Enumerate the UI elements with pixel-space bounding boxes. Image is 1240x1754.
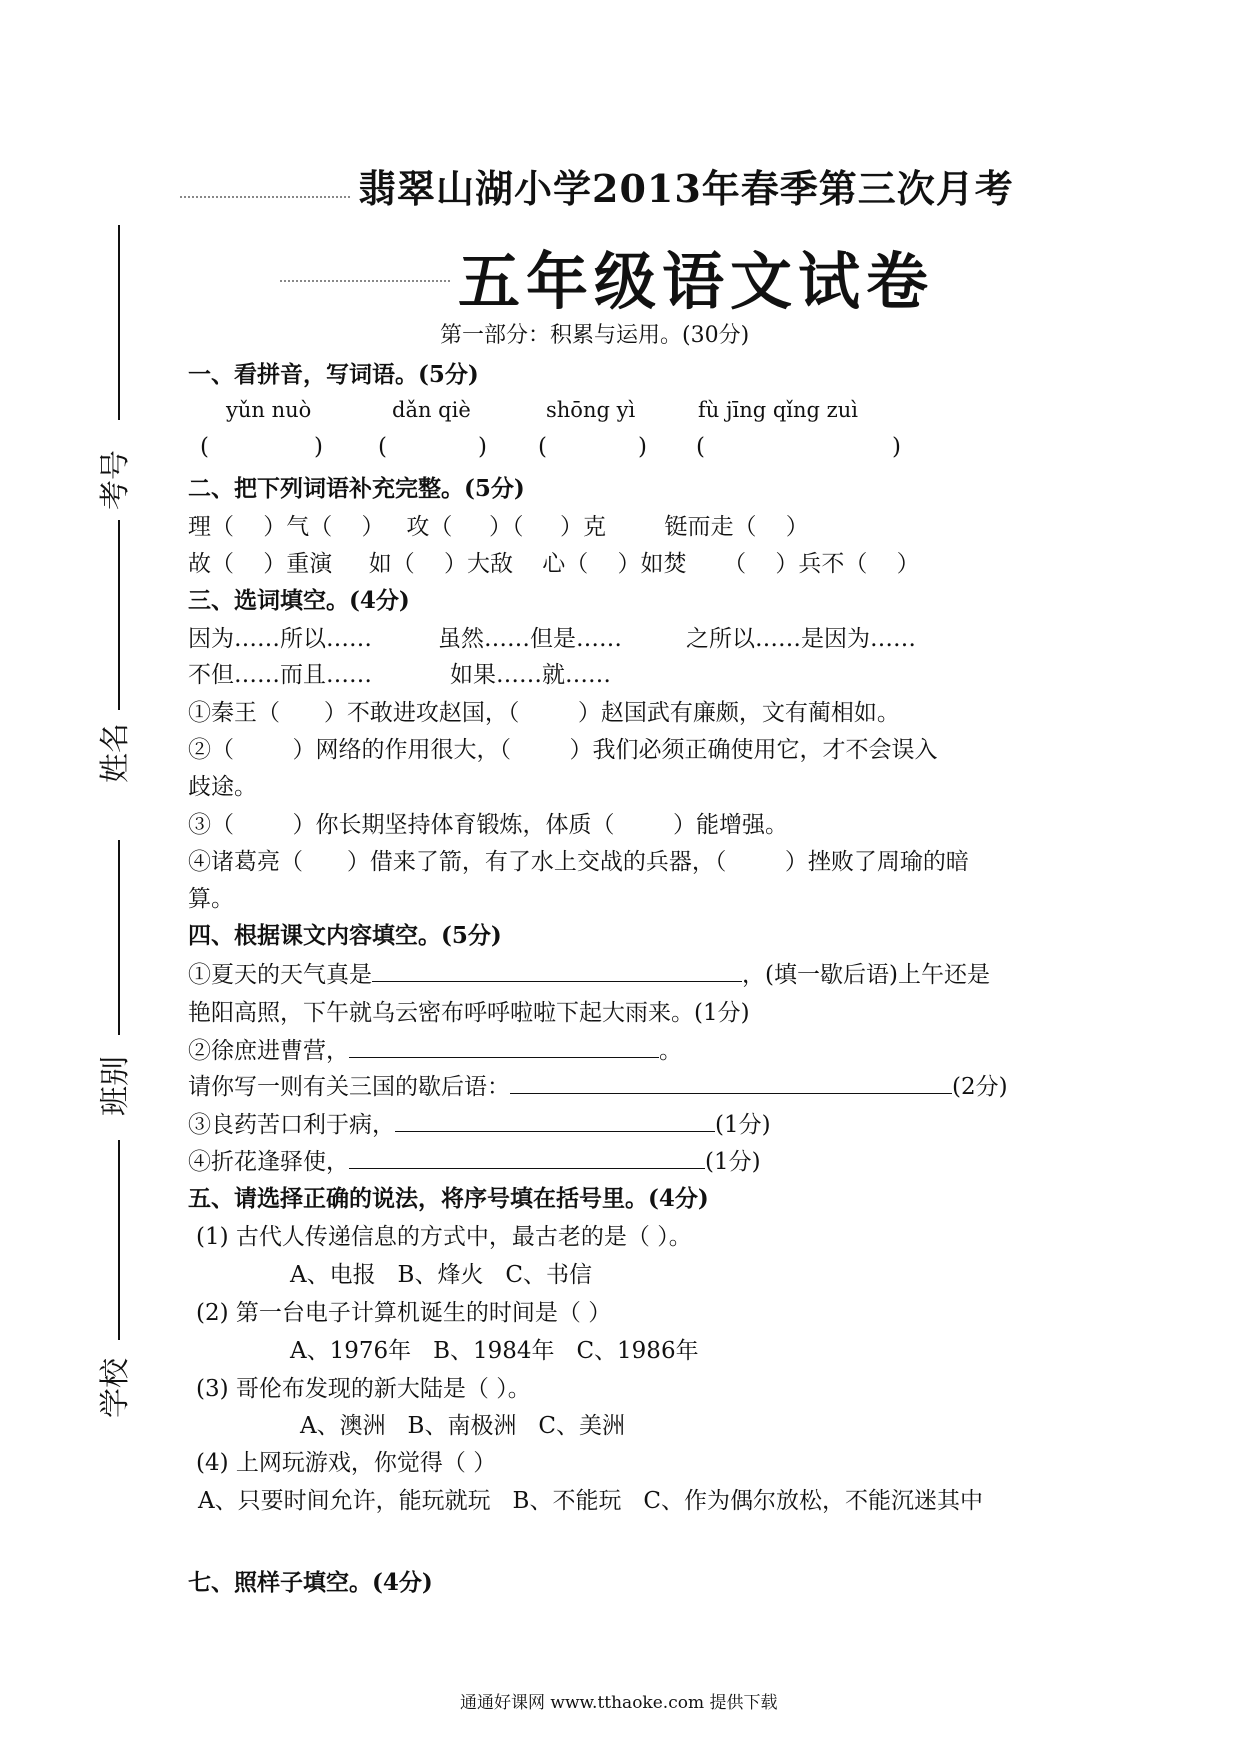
choice-question-3: (3) 哥伦布发现的新大陆是（ ）。 [196,1376,531,1402]
side-label-school: 学校 [98,1358,133,1418]
dotted-guide-line [280,280,450,282]
proverb-line-3 [188,1068,1008,1101]
part-heading: 第一部分：积累与运用。(30分) [440,323,750,348]
proverb-2-end: 。 [659,1038,682,1064]
choice-options-2: A、1976年 B、1984年 C、1986年 [290,1338,699,1364]
conjunction-option: 虽然……但是…… [438,626,622,652]
answer-blank[interactable] [349,1146,705,1169]
fill-sentence-1: ①秦王（ ）不敢进攻赵国，（ ）赵国武有廉颇，文有蔺相如。 [188,700,900,726]
conjunction-option: 因为……所以…… [188,626,372,652]
fill-sentence-2: ②（ ）网络的作用很大，（ ）我们必须正确使用它，才不会误入 [188,737,938,763]
exam-title: 五年级语文试卷 [458,245,935,318]
pinyin-3: shōng yì [546,398,636,422]
idiom-row-2: 故（ ）重演 如（ ）大敌 心（ ）如焚 （ ）兵不（ ） [188,551,920,577]
proverb-line-1-cont: 艳阳高照，下午就乌云密布呼呼啦啦下起大雨来。(1分) [188,1000,750,1026]
section-3-heading: 三、选词填空。(4分) [188,587,410,614]
footer-credit: 通通好课网 www.tthaoke.com 提供下载 [460,1693,778,1713]
fill-sentence-3: ③（ ）你长期坚持体育锻炼，体质（ ）能增强。 [188,812,788,838]
dotted-guide-line [180,196,350,198]
section-1-heading: 一、看拼音，写词语。(5分) [188,361,479,388]
choice-question-4: (4) 上网玩游戏，你觉得（ ） [196,1450,497,1476]
answer-bracket: ) [638,434,647,460]
answer-bracket: ) [314,434,323,460]
side-underline-exam-number [118,225,120,420]
answer-blank[interactable] [372,959,742,982]
proverb-5-end: (1分) [705,1149,761,1175]
conjunction-option: 不但……而且…… [188,662,372,688]
answer-bracket: ) [478,434,487,460]
answer-blank[interactable] [349,1035,659,1058]
conjunction-option: 之所以……是因为…… [686,626,916,652]
answer-blank[interactable] [510,1071,952,1094]
section-7-heading: 七、照样子填空。(4分) [188,1569,433,1596]
fill-sentence-2-cont: 歧途。 [188,774,257,800]
side-underline-class [118,840,120,1035]
answer-bracket: ( [378,434,387,460]
proverb-1-end: ，(填一歇后语)上午还是 [742,962,990,988]
proverb-5-start: ④折花逢驿使， [188,1149,349,1175]
conjunction-option: 如果……就…… [450,662,611,688]
proverb-line-2 [188,1032,682,1065]
choice-options-1: A、电报 B、烽火 C、书信 [290,1262,592,1288]
answer-bracket: ( [200,434,209,460]
proverb-1-start: ①夏天的天气真是 [188,962,372,988]
proverb-line-1 [188,956,990,989]
choice-options-4: A、只要时间允许，能玩就玩 B、不能玩 C、作为偶尔放松，不能沉迷其中 [198,1488,983,1514]
answer-bracket: ) [892,434,901,460]
side-underline-school [118,1140,120,1340]
pinyin-1: yǔn nuò [226,398,312,422]
answer-bracket: ( [538,434,547,460]
choice-question-1: (1) 古代人传递信息的方式中，最古老的是（ ）。 [196,1224,692,1250]
idiom-row-1: 理（ ）气（ ） 攻（ ）（ ）克 铤而走（ ） [188,514,809,540]
side-label-exam-number: 考号 [98,450,133,510]
fill-sentence-4-cont: 算。 [188,886,234,912]
pinyin-4: fù jīng qǐng zuì [698,398,858,422]
section-5-heading: 五、请选择正确的说法，将序号填在括号里。(4分) [188,1185,709,1212]
proverb-4-start: ③良药苦口利于病， [188,1112,395,1138]
pinyin-2: dǎn qiè [392,398,471,422]
proverb-2-start: ②徐庶进曹营， [188,1038,349,1064]
proverb-line-4 [188,1106,771,1139]
proverb-4-end: (1分) [715,1112,771,1138]
proverb-3-start: 请你写一则有关三国的歇后语： [188,1074,510,1100]
section-2-heading: 二、把下列词语补充完整。(5分) [188,475,525,502]
side-label-name: 姓名 [98,723,133,783]
choice-options-3: A、澳洲 B、南极洲 C、美洲 [300,1413,625,1439]
school-title: 翡翠山湖小学2013年春季第三次月考 [358,166,1014,211]
side-label-class: 班别 [98,1056,133,1116]
proverb-line-5 [188,1143,761,1176]
choice-question-2: (2) 第一台电子计算机诞生的时间是（ ） [196,1300,612,1326]
section-4-heading: 四、根据课文内容填空。(5分) [188,922,502,949]
proverb-3-end: (2分) [952,1074,1008,1100]
side-underline-name [118,520,120,710]
answer-blank[interactable] [395,1109,715,1132]
answer-bracket: ( [696,434,705,460]
fill-sentence-4: ④诸葛亮（ ）借来了箭，有了水上交战的兵器，（ ）挫败了周瑜的暗 [188,849,969,875]
